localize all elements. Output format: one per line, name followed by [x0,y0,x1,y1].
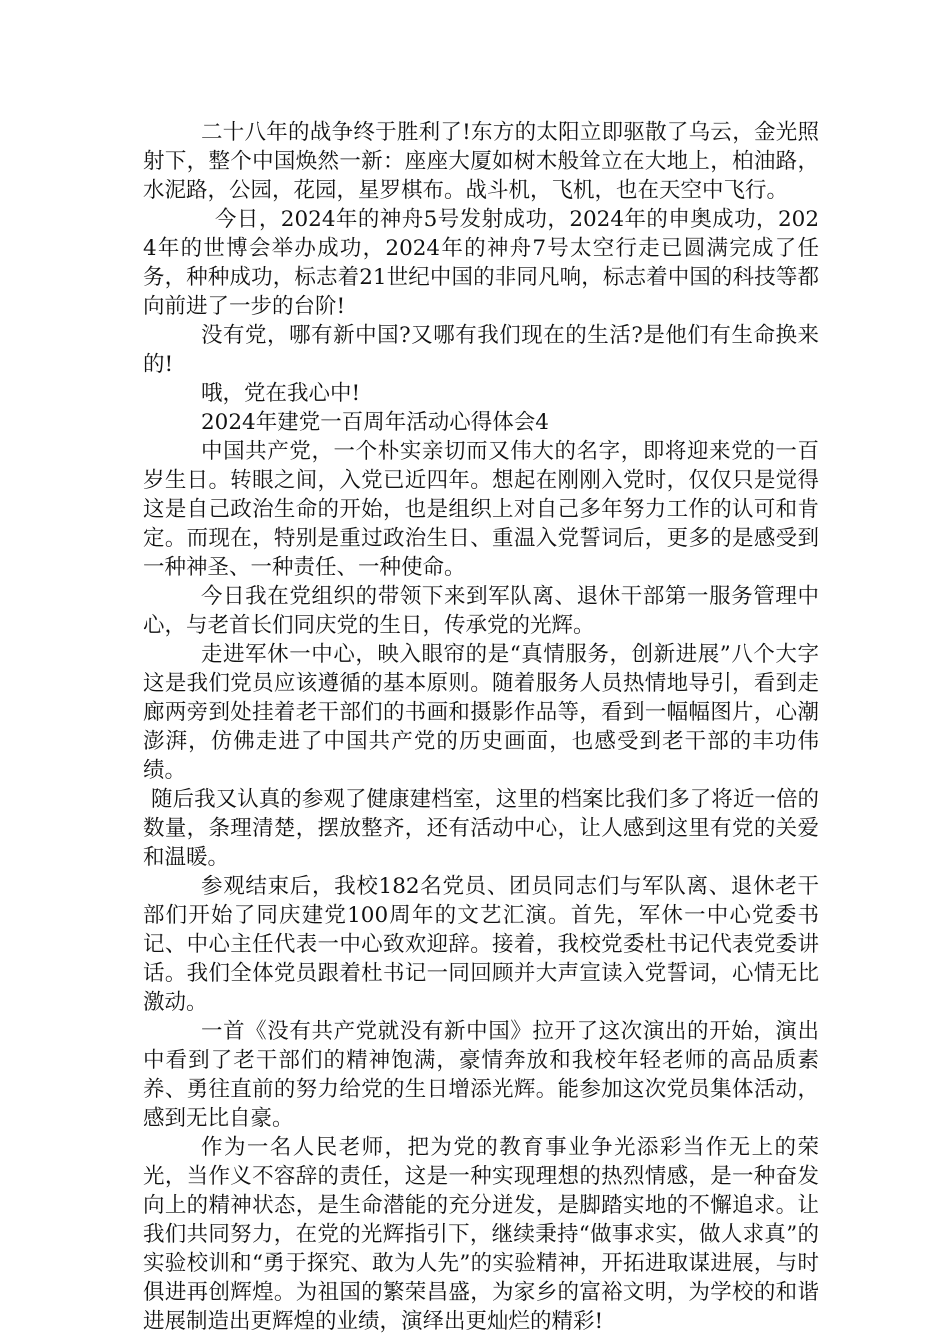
paragraph-performance: 参观结束后，我校182名党员、团员同志们与军队离、退休老干部们开始了同庆建党100周年的文艺汇演。首先，军休一中心党委书记、中心主任代表一中心致欢迎辞。接着，我校党委杜书记代表党委讲话。我们全体党员跟着杜书记一同回顾并大声宣读入党誓词，心情无比激动。 [143,874,819,1015]
paragraph-victory: 二十八年的战争终于胜利了!东方的太阳立即驱散了乌云，金光照射下，整个中国焕然一新：座座大厦如树木般耸立在大地上，柏油路，水泥路，公园，花园，星罗棋布。战斗机，飞机，也在天空中飞行。 [143,120,819,203]
section-heading: 2024年建党一百周年活动心得体会4 [201,410,549,435]
paragraph-song: 一首《没有共产党就没有新中国》拉开了这次演出的开始，演出中看到了老干部们的精神饱满，豪情奔放和我校年轻老师的高品质素养、勇往直前的努力给党的生日增添光辉。能参加这次党员集体活动，感到无比自豪。 [143,1019,819,1131]
document-body [143,118,819,1336]
paragraph-cpc-intro: 中国共产党，一个朴实亲切而又伟大的名字，即将迎来党的一百岁生日。转眼之间，入党已近四年。想起在刚刚入党时，仅仅只是觉得这是自己政治生命的开始，也是组织上对自己多年努力工作的认可和肯定。而现在，特别是重过政治生日、重温入党誓词后，更多的是感受到一种神圣、一种责任、一种使命。 [143,439,819,580]
paragraph-no-party: 没有党，哪有新中国?又哪有我们现在的生活?是他们有生命换来的! [143,323,819,377]
paragraph-enter-center: 走进军休一中心，映入眼帘的是“真情服务，创新进展”八个大字这是我们党员应该遵循的基本原则。随着服务人员热情地导引，看到走廊两旁到处挂着老干部们的书画和摄影作品等，看到一幅幅图片，心潮澎湃，仿佛走进了中国共产党的历史画面，也感受到老干部的丰功伟绩。 [143,642,819,783]
paragraph-health-archive: 随后我又认真的参观了健康建档室，这里的档案比我们多了将近一倍的数量，条理清楚，摆放整齐，还有活动中心，让人感到这里有党的关爱和温暖。 [143,787,819,870]
paragraph-visit-center: 今日我在党组织的带领下来到军队离、退休干部第一服务管理中心，与老首长们同庆党的生日，传承党的光辉。 [143,584,819,638]
paragraph-teacher: 作为一名人民老师，把为党的教育事业争光添彩当作无上的荣光，当作义不容辞的责任，这是一种实现理想的热烈情感，是一种奋发向上的精神状态，是生命潜能的充分迸发，是脚踏实地的不懈追求。让我们共同努力，在党的光辉指引下，继续秉持“做事求实，做人求真”的实验校训和“勇于探究、敢为人先”的实验精神，开拓进取谋进展，与时俱进再创辉煌。为祖国的繁荣昌盛，为家乡的富裕文明，为学校的和谐进展制造出更辉煌的业绩，演绎出更灿烂的精彩! [143,1135,819,1334]
paragraph-achievements: 今日，2024年的神舟5号发射成功，2024年的申奥成功，2024年的世博会举办成功，2024年的神舟7号太空行走已圆满完成了任务，种种成功，标志着21世纪中国的非同凡响，标志着中国的科技等都向前进了一步的台阶! [143,207,819,319]
paragraph-party-in-heart: 哦，党在我心中! [201,381,361,406]
